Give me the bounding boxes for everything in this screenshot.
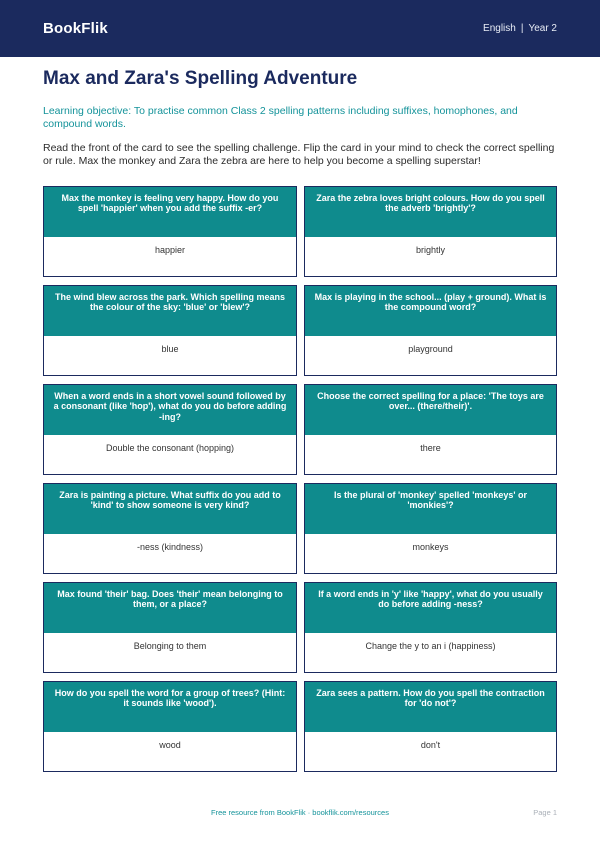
footer-credit: Free resource from BookFlik · bookflik.com/resources xyxy=(211,808,389,817)
learning-objective: Learning objective: To practise common Class 2 spelling patterns including suffixes, homophones, and compound words. xyxy=(43,104,518,130)
page-number: Page 1 xyxy=(533,808,557,817)
flashcard xyxy=(43,483,297,574)
page-title: Max and Zara's Spelling Adventure xyxy=(43,68,358,89)
card-front-question: Zara sees a pattern. How do you spell the contraction for 'do not'? xyxy=(305,682,556,732)
card-front-question: Is the plural of 'monkey' spelled 'monkeys' or 'monkies'? xyxy=(305,484,556,534)
card-back-answer: happier xyxy=(154,244,186,255)
subject-label: English xyxy=(483,23,516,34)
card-back-answer: there xyxy=(420,442,441,453)
card-back-answer: brightly xyxy=(415,244,445,255)
card-front-question: Max the monkey is feeling very happy. How do you spell 'happier' when you add the suffix -er? xyxy=(44,187,296,237)
card-front-question: Max is playing in the school... (play + ground). What is the compound word? xyxy=(305,286,556,336)
flashcard xyxy=(304,285,557,376)
flashcard xyxy=(43,582,297,673)
instructions-text: Read the front of the card to see the spelling challenge. Flip the card in your mind to check the correct spelling or rule. Max the monkey and Zara the zebra are here to help you become a spelling superstar! xyxy=(43,141,555,167)
card-front-question: Zara the zebra loves bright colours. How do you spell the adverb 'brightly'? xyxy=(305,187,556,237)
card-back-answer: playground xyxy=(408,343,453,354)
page-header xyxy=(0,0,600,57)
main-content xyxy=(0,67,600,772)
card-front-question: The wind blew across the park. Which spelling means the colour of the sky: 'blue' or 'blew'? xyxy=(44,286,296,336)
flashcard xyxy=(304,186,557,277)
card-front-question: Max found 'their' bag. Does 'their' mean belonging to them, or a place? xyxy=(44,583,296,633)
flashcard xyxy=(304,582,557,673)
flashcard xyxy=(43,186,297,277)
subject-year-label xyxy=(483,23,557,34)
flashcard xyxy=(304,681,557,772)
card-front-question: How do you spell the word for a group of trees? (Hint: it sounds like 'wood'). xyxy=(44,682,296,732)
brand-logo: BookFlik xyxy=(43,20,108,37)
year-label: Year 2 xyxy=(528,23,557,34)
card-back-answer: -ness (kindness) xyxy=(136,541,204,552)
card-front-question: When a word ends in a short vowel sound followed by a consonant (like 'hop'), what do you do before adding -ing? xyxy=(44,385,296,435)
card-back-answer: Change the y to an i (happiness) xyxy=(365,640,496,651)
card-front-question: Zara is painting a picture. What suffix do you add to 'kind' to show someone is very kind? xyxy=(44,484,296,534)
card-back-answer: monkeys xyxy=(412,541,449,552)
flashcard-grid xyxy=(43,186,557,772)
flashcard xyxy=(43,384,297,475)
card-back-answer: don't xyxy=(420,739,441,750)
flashcard xyxy=(43,681,297,772)
flashcard xyxy=(43,285,297,376)
flashcard xyxy=(304,384,557,475)
card-back-answer: Belonging to them xyxy=(133,640,207,651)
meta-separator: | xyxy=(520,23,524,34)
card-front-question: If a word ends in 'y' like 'happy', what do you usually do before adding -ness? xyxy=(305,583,556,633)
flashcard xyxy=(304,483,557,574)
card-front-question: Choose the correct spelling for a place: 'The toys are over... (there/their)'. xyxy=(305,385,556,435)
card-back-answer: wood xyxy=(159,739,181,750)
card-back-answer: Double the consonant (hopping) xyxy=(105,442,235,453)
card-back-answer: blue xyxy=(161,343,179,354)
